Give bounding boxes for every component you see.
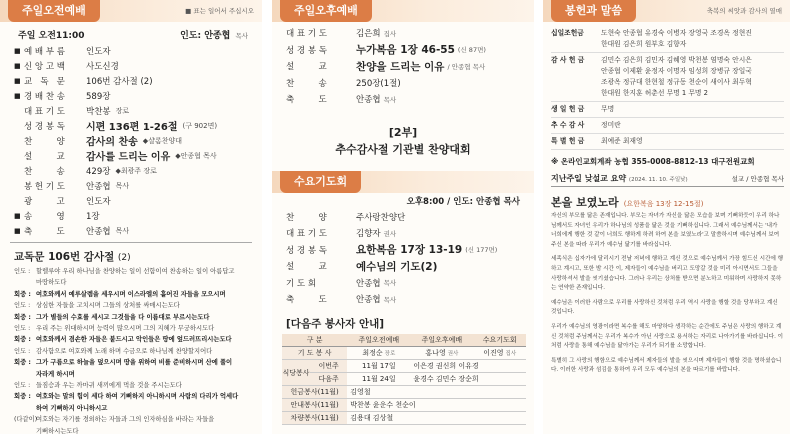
order-extra: 권사: [383, 229, 397, 238]
table-row: [282, 386, 526, 399]
offering-name-line: 정미란: [601, 121, 621, 129]
order-value: 589장: [86, 91, 111, 102]
order-row: [286, 25, 524, 42]
order-value: 사도신경: [86, 61, 119, 72]
order-label: 대 표 기 도: [24, 106, 65, 117]
table-row: [282, 360, 526, 373]
order-value: 요한복음 17장 13-19: [356, 244, 463, 257]
sermon-title-row: [543, 187, 790, 210]
table-row: [282, 373, 526, 386]
offering-row: [551, 26, 784, 53]
offering-label: 십일조헌금: [551, 29, 584, 37]
order-row: [14, 88, 252, 103]
volunteer-title: 집사: [505, 351, 517, 357]
order-row: [14, 178, 252, 193]
order-row: [286, 291, 524, 308]
table-cell: 차량봉사(11월): [282, 412, 347, 425]
sermon-paragraph: 세족식은 십자가에 달리시기 전날 저녁에 행하고 계신 것으로 예수님께서 가장 힘드신 시간에 행하고 계시고, 또한 밤 시간 이, 제자들이 예수님을 버리고 도망갈 것을 미리 아시면서도 그들을 사랑하셔서 발을 씻기셨습니다. 그러나 우리는 상처를 받으면 분노하고 미워하며 사랑하지 못하는 연약한 존재입니다.: [551, 256, 784, 292]
order-label: 경 배 찬 송: [24, 91, 65, 102]
wednesday-order-list: [272, 207, 534, 308]
reading-who: [14, 277, 36, 288]
offering-subheader: 축복의 씨앗과 감사의 열매: [706, 7, 782, 15]
reading-text: 그가 구름으로 하늘을 덮으시며 땅을 위하여 비를 준비하시며 산에 풀이: [36, 359, 233, 367]
reading-who: [14, 403, 36, 414]
reading-line: [14, 414, 252, 425]
offering-label: 생 일 헌 금: [551, 105, 585, 113]
reading-who: 인도 :: [14, 382, 31, 390]
reading-text: 여호와께서 예루살렘을 세우시며 이스라엘의 흩어진 자들을 모으시며: [36, 290, 226, 298]
wednesday-title: 수요기도회: [280, 171, 361, 193]
reading-who: 인도 :: [14, 347, 31, 355]
order-row: [286, 42, 524, 59]
table-row: [282, 347, 526, 360]
order-label: 대 표 기 도: [286, 229, 327, 240]
table-cell: [473, 347, 526, 360]
order-value: 안종협: [356, 95, 381, 106]
order-row: [14, 223, 252, 238]
reading-num: (2): [117, 253, 131, 263]
offering-name-line: 도현숙 안종협 유경숙 이병자 장영국 조경옥 정현진: [601, 29, 752, 37]
offering-label: 감 사 헌 금: [551, 56, 585, 64]
order-label: 성 경 봉 독: [286, 245, 327, 256]
table-cell: 11월 24일: [347, 373, 410, 386]
order-label: 축 도: [286, 295, 327, 306]
table-cell: 헌금봉사(11월): [282, 386, 347, 399]
order-value: 김향자: [356, 229, 381, 240]
reading-who: 인도 :: [14, 268, 31, 275]
offering-name-line: 안종협 이제환 윤정자 이명자 임성희 장병규 장일국: [601, 67, 752, 75]
order-row: [14, 133, 252, 148]
order-value: 감사의 찬송: [86, 137, 138, 148]
order-label: 축 도: [286, 95, 327, 106]
reading-who: 회중 :: [14, 393, 31, 401]
order-label: 설 교: [286, 262, 327, 273]
offering-title: 봉헌과 말씀: [551, 0, 636, 22]
order-row: [14, 73, 252, 88]
part2-block: [272, 124, 534, 157]
offering-names: [601, 28, 752, 50]
volunteer-name: 홍나영: [425, 349, 446, 357]
table-cell: 김영철: [347, 386, 526, 399]
order-value: 주사랑찬양단: [356, 212, 406, 223]
order-value: 안종협: [86, 181, 111, 192]
order-label: 성 경 봉 독: [286, 45, 327, 56]
table-cell: 다음주: [310, 373, 347, 386]
order-extra: ◆안종협 목사: [175, 151, 217, 160]
offering-name-line: 김민수 김은희 김민자 김혜영 박천봉 염명숙 안시은: [601, 56, 752, 64]
offering-name-line: 조광옥 정규대 한현철 정규동 천순이 새이사 최두혁: [601, 78, 752, 86]
order-extra: ◆샬롬찬양대: [142, 136, 182, 145]
order-label: 예 배 부 름: [24, 46, 65, 57]
reading-title-row: [14, 249, 252, 264]
offering-row: [551, 102, 784, 118]
order-value: 인도자: [86, 196, 111, 207]
part2-label: [2부]: [388, 125, 418, 139]
part2-title: 추수감사절 기관별 찬양대회: [335, 142, 471, 156]
reading-line: [14, 289, 252, 300]
morning-worship-column: [0, 0, 262, 434]
order-value: 250장(1절): [356, 78, 401, 89]
order-label: 찬 송: [286, 78, 327, 89]
reading-line: [14, 391, 252, 402]
sermon-paragraph: 예수님은 이러한 사람으로 우리를 사랑하신 것처럼 우리 역시 사랑을 행할 것을 당부하고 계신 것입니다.: [551, 299, 778, 316]
offering-names: [601, 55, 752, 99]
next-week-title: [다음주 봉사자 안내]: [286, 317, 385, 330]
afternoon-worship-title: 주일오후예배: [280, 0, 372, 22]
order-extra: 목사: [115, 226, 130, 235]
reading-who: 회중 :: [14, 290, 31, 298]
offering-row: [551, 53, 784, 102]
offering-label: 추 수 감 사: [551, 121, 585, 129]
reading-line: [14, 380, 252, 391]
order-extra: / 안종협 목사: [447, 62, 486, 71]
reading-lines: [14, 266, 252, 434]
table-header-cell: 주일오전예배: [347, 334, 410, 347]
reading-text: 상심한 자들을 고치시며 그들의 상처를 싸매시는도다: [36, 302, 180, 310]
table-cell: 박찬봉 윤운수 천순이: [347, 399, 526, 412]
order-row: [14, 43, 252, 58]
reading-who: (다같이): [14, 416, 38, 424]
order-row: [14, 208, 252, 223]
reading-line: [14, 323, 252, 334]
offering-row: [551, 134, 784, 150]
offering-name-line: 한대원 한지훈 허춘선 무명 1 무명 2: [601, 89, 708, 97]
order-bullet: ■: [14, 46, 21, 55]
order-label: 찬 송: [24, 166, 65, 177]
order-value: 김은희: [356, 29, 381, 40]
order-row: [286, 58, 524, 75]
morning-order-list: [0, 43, 262, 238]
offering-column: [543, 0, 790, 434]
order-bullet: ■: [14, 91, 21, 100]
table-header-cell: 주일오후예배: [410, 334, 473, 347]
morning-leader: 인도: 안종협: [180, 31, 231, 41]
table-cell: [410, 347, 473, 360]
order-value: 안종협: [356, 295, 381, 306]
reading-text: 우리 주는 위대하시며 능력이 많으시며 그의 지혜가 무궁하시도다: [36, 325, 215, 333]
volunteer-table-wrap: [272, 331, 534, 426]
reading-line: [14, 426, 252, 434]
order-value: 감사를 드리는 이유: [86, 152, 171, 163]
offering-name-line: 한대원 김은희 원부호 김향자: [601, 40, 687, 48]
morning-leader-title: 목사: [235, 32, 248, 40]
reading-who: 회중 :: [14, 336, 31, 344]
reading-who: [14, 369, 36, 380]
volunteer-table: [282, 334, 526, 426]
order-value: 1장: [86, 211, 100, 222]
order-row: [286, 242, 524, 259]
order-row: [14, 118, 252, 133]
order-label: 봉 헌 기 도: [24, 181, 65, 192]
afternoon-order-list: [272, 22, 534, 108]
reading-text: 여호와는 자기를 경외하는 자들과 그의 인자하심을 바라는 자들을: [36, 416, 215, 424]
reading-line: [14, 334, 252, 345]
offering-names: [601, 136, 643, 147]
order-label: 신 앙 고 백: [24, 61, 65, 72]
table-cell: 기 도 봉 사: [282, 347, 347, 360]
order-value: 429장: [86, 166, 111, 177]
table-cell: 이번주: [310, 360, 347, 373]
reading-text: 마땅하도다: [36, 279, 67, 287]
order-extra: ◆최광주 장로: [115, 166, 157, 175]
order-extra: (신 177면): [465, 246, 498, 255]
table-header-cell: 수요기도회: [473, 334, 526, 347]
table-header-cell: 구 분: [282, 334, 347, 347]
reading-who: [14, 426, 36, 434]
reading-line: [14, 300, 252, 311]
morning-worship-title: 주일오전예배: [8, 0, 100, 22]
reading-text: 하여 기뻐하지 아니하시고: [36, 404, 108, 412]
order-row: [14, 58, 252, 73]
order-label: 축 도: [24, 226, 65, 237]
offering-row: [551, 118, 784, 134]
reading-line: [14, 266, 252, 277]
sermon-date: (2024. 11. 10. 주일낮): [628, 177, 688, 183]
reading-line: [14, 357, 252, 368]
reading-text: 할렐루야 우리 하나님을 찬양하는 일이 선함이여 찬송하는 일이 아름답고: [36, 268, 235, 275]
reading-who: 회중 :: [14, 359, 31, 367]
order-extra: 목사: [383, 295, 397, 304]
table-cell: 11월 17일: [347, 360, 410, 373]
responsive-reading: [0, 243, 262, 434]
reading-line: [14, 369, 252, 380]
offering-header: [543, 0, 790, 22]
standing-note: ■ 표는 일어서 주십시오: [185, 7, 254, 15]
offering-list: [543, 22, 790, 150]
offering-names: [601, 120, 621, 131]
order-extra: 목사: [383, 279, 397, 288]
sermon-title: 본을 보였노라: [551, 196, 619, 209]
offering-names: [601, 104, 614, 115]
order-row: [286, 275, 524, 292]
reading-who: 인도 :: [14, 302, 31, 310]
sermon-preacher: 설교 / 안종협 목사: [731, 175, 784, 183]
reading-title: 교독문 106번 감사절: [14, 251, 115, 263]
table-cell: 식당봉사: [282, 360, 310, 386]
online-account: ※ 온라인교회계좌 농협 355-0008-8812-13 대구전원교회: [551, 157, 755, 166]
order-value: 예수님의 기도(2): [356, 260, 438, 273]
order-value: 인도자: [86, 46, 111, 57]
order-label: 대 표 기 도: [286, 29, 327, 40]
sermon-summary: [543, 210, 790, 376]
order-row: [14, 193, 252, 208]
order-value: 106번 감사절 (2): [86, 76, 153, 87]
sermon-header-row: [551, 167, 784, 187]
reading-text: 감사함으로 여호와께 노래 하며 수금으로 하나님께 찬양할지어다: [36, 347, 213, 355]
order-bullet: ■: [14, 226, 21, 235]
wednesday-time: 오후8:00 / 인도: 안종협 목사: [406, 196, 520, 207]
afternoon-worship-column: [272, 0, 534, 434]
order-extra: 목사: [383, 95, 397, 104]
order-label: 광 고: [24, 196, 65, 207]
sermon-paragraph: 자신의 부모를 닮은 존재입니다. 부모는 자녀가 자신을 닮은 모습을 보며 기뻐하듯이 우리 하나님께서도 자녀인 우리가 하나님의 성품을 닮은 것을 기뻐하십니다. 그래서 예수님께서는 '내가 너희에게 행한 것 같이 너희도 행하게 하려 하여 본을 보였노라'고 말씀하시며 예수님께서 보여주신 본을 따라 우리가 예수님 닮기를 바라십니다.: [551, 213, 780, 248]
table-cell: 윤경수 김민수 장순희: [410, 373, 526, 386]
offering-name-line: 무명: [601, 105, 615, 113]
morning-time: 주일 오전11:00: [18, 31, 85, 41]
order-value: 박찬봉: [86, 106, 111, 117]
reading-line: [14, 312, 252, 323]
volunteer-title: 권사: [447, 351, 459, 357]
order-extra: (구 902면): [182, 121, 218, 130]
reading-text: 들짐승과 우는 까마귀 새끼에게 먹을 것을 주시는도다: [36, 382, 182, 390]
sermon-paragraph: 특별히 그 사랑의 행함으로 예수님께서 제자들의 발을 씻으시며 제자들이 행할 것을 명하셨습니다. 이러한 사랑과 섬김을 통하여 우리 모두 예수님의 본을 따르기를 바랍니다.: [551, 357, 782, 374]
order-value: 안종협: [356, 278, 381, 289]
table-cell: 이은경 권신희 이유경: [410, 360, 526, 373]
reading-text: 자라게 하시며: [36, 370, 75, 378]
order-row: [14, 148, 252, 163]
reading-line: [14, 346, 252, 357]
order-value: 안종협: [86, 226, 111, 237]
order-label: 설 교: [286, 62, 327, 73]
table-row: [282, 412, 526, 425]
order-row: [286, 209, 524, 226]
order-label: 송 영: [24, 211, 65, 222]
order-extra: 장로: [115, 106, 130, 115]
sermon-ref: (요한복음 13장 12-15절): [623, 200, 704, 208]
afternoon-worship-header: [272, 0, 534, 22]
order-extra: (신 87면): [457, 46, 486, 55]
reading-line: [14, 277, 252, 288]
order-label: 찬 양: [286, 212, 327, 223]
order-label: 성 경 봉 독: [24, 121, 65, 132]
volunteer-title: 장로: [384, 351, 396, 357]
table-row: [282, 399, 526, 412]
reading-who: 인도 :: [14, 325, 31, 333]
order-row: [14, 163, 252, 178]
volunteer-name: 최정순: [362, 349, 383, 357]
order-value: 누가복음 1장 46-55: [356, 44, 455, 57]
order-row: [286, 258, 524, 275]
order-extra: 목사: [115, 181, 130, 190]
offering-name-line: 최예준 최재영: [601, 137, 643, 145]
table-cell: 안내봉사(11월): [282, 399, 347, 412]
order-row: [286, 91, 524, 108]
reading-line: [14, 403, 252, 414]
reading-text: 기뻐하시는도다: [36, 427, 79, 434]
volunteer-name: 이진영: [483, 349, 504, 357]
order-row: [286, 75, 524, 92]
order-row: [14, 103, 252, 118]
morning-worship-header: [0, 0, 262, 22]
table-cell: [347, 347, 410, 360]
order-label: 기 도 회: [286, 278, 317, 289]
sermon-label: 지난주일 낮설교 요약: [551, 174, 627, 183]
morning-time-row: [0, 22, 262, 43]
table-header-row: [282, 334, 526, 347]
reading-text: 여호와께서 겸손한 자들은 붙드시고 악인들은 땅에 엎드러뜨리시는도다: [36, 336, 232, 344]
order-row: [286, 225, 524, 242]
reading-text: 여호와는 말의 힘이 세다 하여 기뻐하지 아니하시며 사람의 다리가 억세다: [36, 393, 239, 401]
offering-label: 특 별 헌 금: [551, 137, 585, 145]
order-label: 설 교: [24, 151, 65, 162]
reading-text: 그가 별들의 수효를 세시고 그것들을 다 이름대로 부르시는도다: [36, 313, 210, 321]
wednesday-header: [272, 171, 534, 193]
order-bullet: ■: [14, 211, 21, 220]
sermon-paragraph: 우리가 예수님의 영광이라면 복수를 해도 마땅하다 생각하는 순간에도 주님은 사랑의 행하고 계신 것처럼 주님께서는 우리가 복수가 아닌 사랑으로 용서하는 자리로 나아가기를 바라십니다. 이처럼 사랑을 통해 예수님을 닮아가는 우리가 되기를 소망합니다.: [551, 323, 784, 350]
order-label: 찬 양: [24, 136, 65, 147]
order-bullet: ■: [14, 61, 21, 70]
order-bullet: ■: [14, 76, 21, 85]
reading-who: 회중 :: [14, 313, 31, 321]
order-label: 교 독 문: [24, 76, 65, 87]
order-value: 찬양을 드리는 이유: [356, 60, 445, 73]
order-value: 시편 136편 1-26절: [86, 122, 178, 133]
table-cell: 김용대 김상철: [347, 412, 526, 425]
order-extra: 집사: [383, 29, 397, 38]
